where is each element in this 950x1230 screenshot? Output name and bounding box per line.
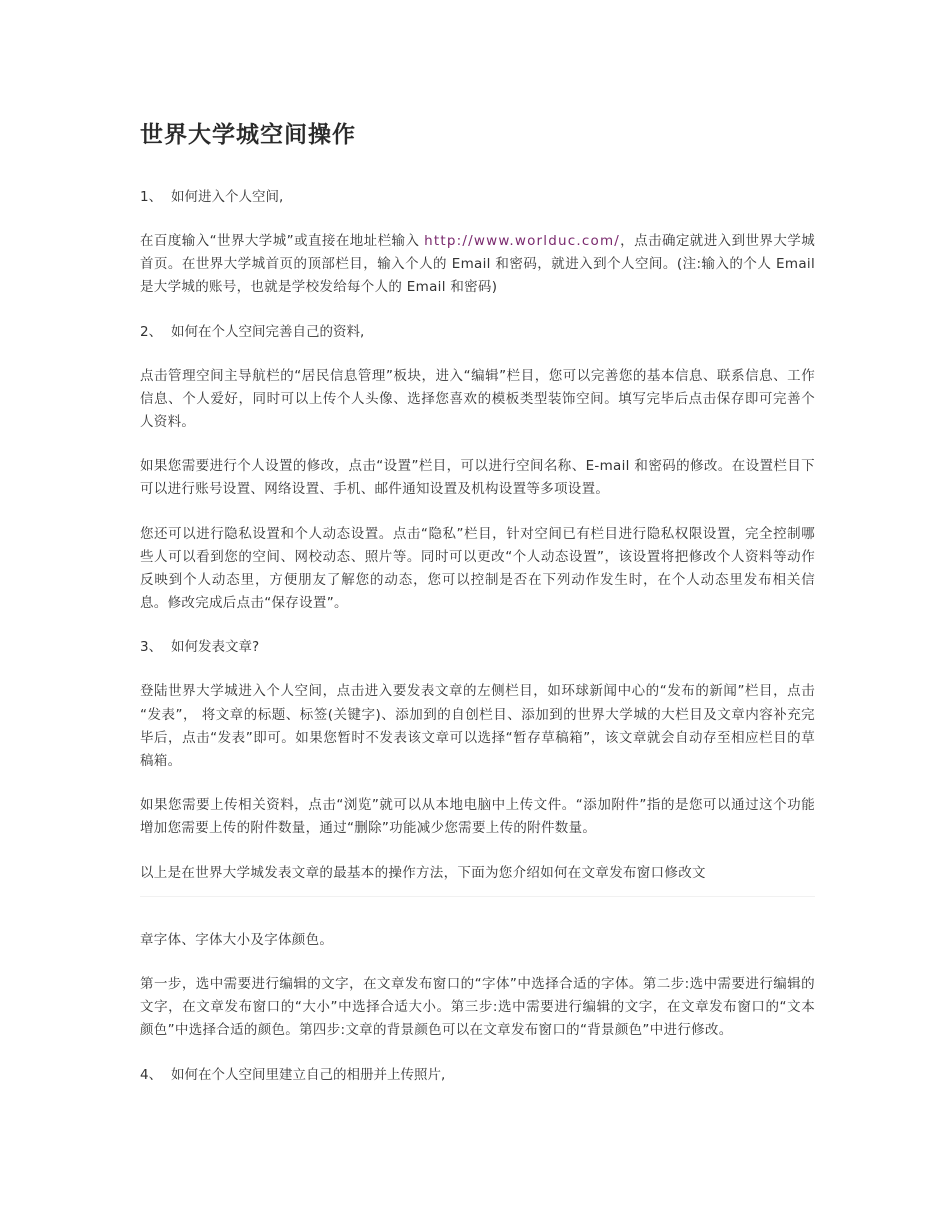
section-2-number: 2、: [140, 323, 163, 340]
worlduc-link[interactable]: http://www.worlduc.com/: [424, 233, 621, 249]
section-1-number: 1、: [140, 189, 163, 205]
section-2-paragraph-1: 点击管理空间主导航栏的“居民信息管理”板块，进入“编辑”栏目，您可以完善您的基本信息、联系信息、工作信息、个人爱好，同时可以上传个人头像、选择您喜欢的模板类型装饰空间。填写完毕后点击保存即可完善个人资料。: [140, 367, 815, 431]
section-3-paragraph-3-part-2: 章字体、字体大小及字体颜色。: [140, 931, 334, 948]
section-3-number: 3、: [140, 639, 163, 656]
section-2-paragraph-2: 如果您需要进行个人设置的修改，点击“设置”栏目，可以进行空间名称、E-mail 和密码的修改。在设置栏目下可以进行账号设置、网络设置、手机、邮件通知设置及机构设置等多项设置。: [140, 458, 815, 498]
section-1-text-before-link: 在百度输入“世界大学城”或直接在地址栏输入: [140, 233, 425, 249]
page-title: 世界大学城空间操作: [140, 122, 356, 148]
section-4-heading: [140, 1064, 815, 1087]
section-3-steps-paragraph: 第一步，选中需要进行编辑的文字，在文章发布窗口的“字体”中选择合适的字体。第二步:选中需要进行编辑的文字，在文章发布窗口的“大小”中选择合适大小。第三步:选中需要进行编辑的文字，在文章发布窗口的“文本颜色”中选择合适的颜色。第四步:文章的背景颜色可以在文章发布窗口的“背景颜色”中进行修改。: [140, 976, 815, 1039]
section-3-paragraph-3-part-1: 以上是在世界大学城发表文章的最基本的操作方法，下面为您介绍如何在文章发布窗口修改文: [140, 864, 706, 881]
section-1-paragraph: [140, 230, 815, 300]
section-2-paragraph-3: 您还可以进行隐私设置和个人动态设置。点击“隐私”栏目，针对空间已有栏目进行隐私权限设置，完全控制哪些人可以看到您的空间、网校动态、照片等。同时可以更改“个人动态设置”，该设置将把修改个人资料等动作反映到个人动态里，方便朋友了解您的动态，您可以控制是否在下列动作发生时，在个人动态里发布相关信息。修改完成后点击“保存设置”。: [140, 525, 815, 612]
section-3-heading: [140, 636, 815, 659]
section-1-text-after-link: ，点击确定就进入到世界大学城首页。在世界大学城首页的顶部栏目，输入个人的 Email 和密码，就进入到个人空间。(注:输入的个人 Email 是大学城的账号，也就是学校发给每个人的 Email 和密码): [140, 233, 815, 296]
section-4-number: 4、: [140, 1066, 163, 1083]
section-1-title: 如何进入个人空间,: [171, 189, 284, 205]
document-page: [140, 118, 815, 1108]
page-break-divider: [140, 896, 815, 897]
section-3-title: 如何发表文章?: [171, 639, 260, 656]
section-3-paragraph-2: 如果您需要上传相关资料，点击“浏览”就可以从本地电脑中上传文件。“添加附件”指的是您可以通过这个功能增加您需要上传的附件数量，通过“删除”功能减少您需要上传的附件数量。: [140, 797, 815, 837]
section-2-heading: [140, 321, 815, 344]
section-3-paragraph-1: 登陆世界大学城进入个人空间，点击进入要发表文章的左侧栏目，如环球新闻中心的“发布的新闻”栏目，点击 “发表”， 将文章的标题、标签(关键字)、添加到的自创栏目、添加到的世界大学城的大栏目及文章内容补充完毕后，点击“发表”即可。如果您暂时不发表该文章可以选择“暂存草稿箱”，该文章就会自动存至相应栏目的草稿箱。: [140, 683, 815, 770]
section-4-title: 如何在个人空间里建立自己的相册并上传照片,: [171, 1066, 446, 1083]
section-2-title: 如何在个人空间完善自己的资料,: [171, 323, 365, 340]
section-1-heading: [140, 186, 815, 209]
